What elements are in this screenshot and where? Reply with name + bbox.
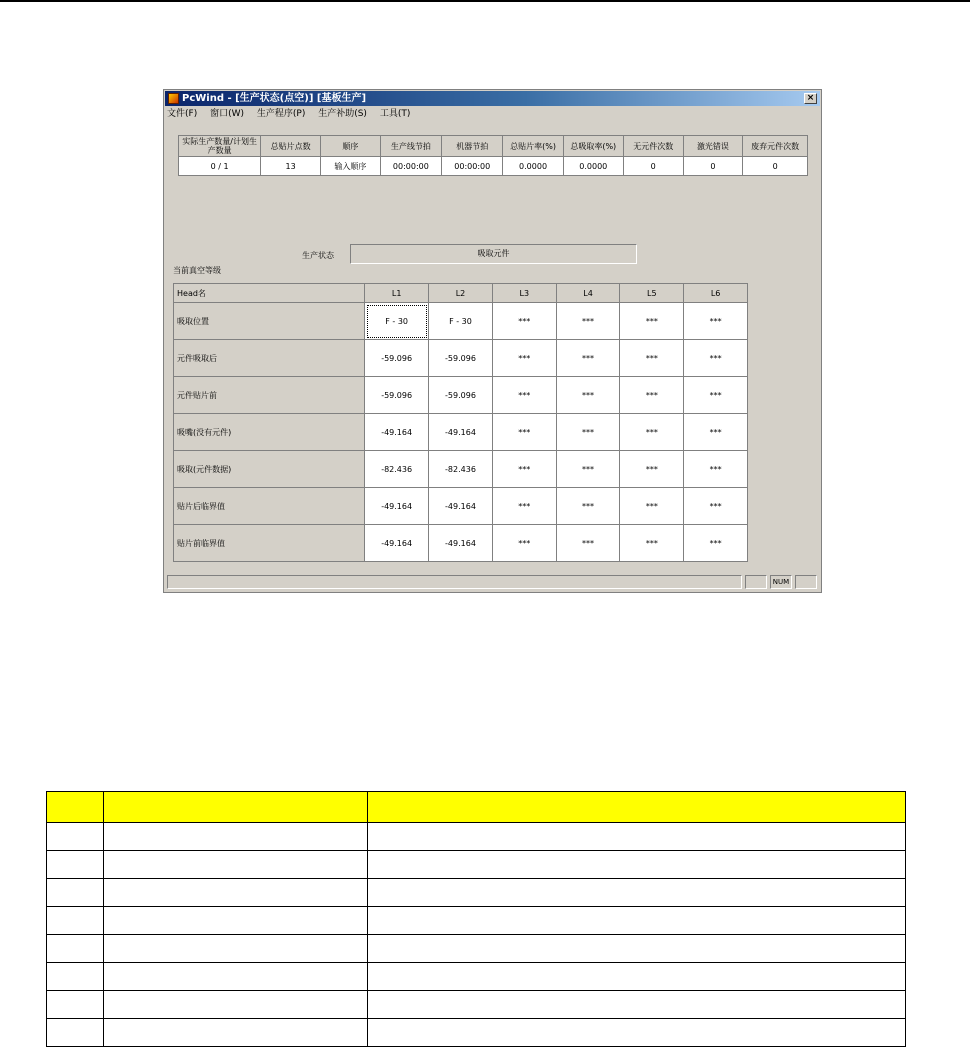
cell: [368, 935, 906, 963]
stats-value: 0.0000: [563, 157, 623, 176]
cell: [103, 879, 367, 907]
grid-row: [174, 488, 748, 525]
grid-column-header[interactable]: L1: [365, 284, 429, 303]
grid-row: [174, 414, 748, 451]
status-pane: [795, 575, 817, 589]
grid-cell[interactable]: ***: [556, 488, 620, 525]
grid-cell[interactable]: -49.164: [429, 525, 493, 562]
grid-row: [174, 377, 748, 414]
description-row: [47, 963, 906, 991]
grid-cell[interactable]: -49.164: [365, 525, 429, 562]
app-icon: [168, 93, 179, 104]
cell: [368, 823, 906, 851]
cell: [47, 963, 104, 991]
grid-cell[interactable]: ***: [556, 451, 620, 488]
cell: [47, 1019, 104, 1047]
cell: [47, 991, 104, 1019]
cell: [368, 851, 906, 879]
description-row: [47, 907, 906, 935]
grid-cell[interactable]: ***: [620, 451, 684, 488]
grid-column-header[interactable]: L4: [556, 284, 620, 303]
production-state-label: 生产状态: [302, 251, 334, 260]
grid-cell[interactable]: ***: [684, 488, 748, 525]
stats-value: 00:00:00: [442, 157, 503, 176]
grid-row: [174, 525, 748, 562]
cell: [47, 851, 104, 879]
grid-cell[interactable]: ***: [620, 488, 684, 525]
grid-cell[interactable]: ***: [556, 414, 620, 451]
stats-header: 生产线节拍: [380, 136, 441, 157]
stats-value: 00:00:00: [380, 157, 441, 176]
grid-cell[interactable]: ***: [684, 414, 748, 451]
grid-cell[interactable]: -49.164: [429, 414, 493, 451]
status-pane-num: NUM: [770, 575, 792, 589]
grid-row-label: 元件贴片前: [174, 377, 365, 414]
cell: [47, 823, 104, 851]
grid-row-label: 贴片前临界值: [174, 525, 365, 562]
menu-production-program[interactable]: 生产程序(P): [256, 109, 306, 119]
grid-cell[interactable]: -49.164: [365, 414, 429, 451]
production-state-field: 吸取元件: [350, 244, 637, 264]
grid-cell[interactable]: ***: [492, 488, 556, 525]
description-table: [46, 791, 906, 1047]
menu-tools[interactable]: 工具(T): [379, 109, 411, 119]
menu-window[interactable]: 窗口(W): [210, 109, 244, 119]
vacuum-level-grid: [173, 283, 748, 562]
cell: [103, 851, 367, 879]
grid-cell[interactable]: ***: [684, 340, 748, 377]
grid-cell[interactable]: ***: [492, 340, 556, 377]
stats-value: 0.0000: [503, 157, 563, 176]
grid-cell[interactable]: F - 30: [429, 303, 493, 340]
grid-row-label: 吸取位置: [174, 303, 365, 340]
menu-production-assist[interactable]: 生产补助(S): [318, 109, 367, 119]
vacuum-level-title: 当前真空等级: [173, 266, 221, 275]
menu-bar: [167, 107, 420, 121]
stats-value: 0: [623, 157, 683, 176]
grid-row: [174, 451, 748, 488]
window-title: PcWind - [生产状态(点空)] [基板生产]: [182, 93, 367, 104]
production-stats-table: [178, 135, 808, 176]
grid-cell[interactable]: -59.096: [429, 377, 493, 414]
stats-value: 0 / 1: [179, 157, 261, 176]
cell: [103, 823, 367, 851]
header-cell-description: [368, 792, 906, 823]
description-header-row: [47, 792, 906, 823]
close-button[interactable]: ×: [804, 93, 817, 104]
grid-row-label: 吸取(元件数据): [174, 451, 365, 488]
grid-cell[interactable]: ***: [620, 303, 684, 340]
grid-cell[interactable]: -49.164: [429, 488, 493, 525]
grid-cell[interactable]: ***: [556, 340, 620, 377]
stats-header: 顺序: [320, 136, 380, 157]
stats-value: 输入顺序: [320, 157, 380, 176]
grid-cell[interactable]: ***: [620, 414, 684, 451]
grid-cell[interactable]: ***: [492, 377, 556, 414]
cell: [47, 907, 104, 935]
cell: [47, 879, 104, 907]
grid-cell[interactable]: ***: [620, 377, 684, 414]
stats-header: 激光错误: [683, 136, 743, 157]
status-bar: [167, 575, 817, 589]
stats-header: 废弃元件次数: [743, 136, 808, 157]
stats-header: 总吸取率(%): [563, 136, 623, 157]
stats-header: 实际生产数量/计划生产数量: [179, 136, 261, 157]
stats-header: 总贴片率(%): [503, 136, 563, 157]
stats-value: 0: [683, 157, 743, 176]
stats-value: 0: [743, 157, 808, 176]
cell: [103, 907, 367, 935]
grid-cell[interactable]: -59.096: [365, 377, 429, 414]
cell: [103, 963, 367, 991]
grid-cell[interactable]: ***: [684, 451, 748, 488]
stats-header: 总贴片点数: [261, 136, 321, 157]
grid-cell[interactable]: ***: [684, 377, 748, 414]
description-row: [47, 851, 906, 879]
cell: [368, 991, 906, 1019]
title-bar[interactable]: [165, 91, 820, 106]
cell: [103, 1019, 367, 1047]
page-top-rule: [0, 0, 970, 2]
grid-cell[interactable]: ***: [556, 303, 620, 340]
grid-cell[interactable]: ***: [556, 377, 620, 414]
grid-row-label: 贴片后临界值: [174, 488, 365, 525]
grid-column-header[interactable]: L6: [684, 284, 748, 303]
stats-header: 机器节拍: [442, 136, 503, 157]
cell: [103, 991, 367, 1019]
menu-file[interactable]: 文件(F): [167, 109, 198, 119]
header-cell-item: [103, 792, 367, 823]
stats-header: 无元件次数: [623, 136, 683, 157]
grid-cell[interactable]: -59.096: [429, 340, 493, 377]
cell: [368, 879, 906, 907]
grid-row: [174, 340, 748, 377]
header-cell-no: [47, 792, 104, 823]
grid-cell[interactable]: -59.096: [365, 340, 429, 377]
grid-row-label: 元件吸取后: [174, 340, 365, 377]
cell: [368, 907, 906, 935]
description-row: [47, 935, 906, 963]
cell: [368, 963, 906, 991]
grid-cell[interactable]: ***: [492, 451, 556, 488]
grid-corner-header: Head名: [174, 284, 365, 303]
grid-cell[interactable]: ***: [556, 525, 620, 562]
grid-cell[interactable]: ***: [620, 340, 684, 377]
grid-cell[interactable]: ***: [492, 303, 556, 340]
grid-cell[interactable]: -82.436: [429, 451, 493, 488]
description-row: [47, 823, 906, 851]
grid-column-header[interactable]: L2: [429, 284, 493, 303]
cell: [368, 1019, 906, 1047]
grid-column-header[interactable]: L3: [492, 284, 556, 303]
description-row: [47, 1019, 906, 1047]
grid-row-label: 吸嘴(没有元件): [174, 414, 365, 451]
grid-cell[interactable]: -82.436: [365, 451, 429, 488]
status-pane: [745, 575, 767, 589]
stats-value: 13: [261, 157, 321, 176]
grid-cell[interactable]: -49.164: [365, 488, 429, 525]
grid-row: [174, 303, 748, 340]
grid-column-header[interactable]: L5: [620, 284, 684, 303]
grid-cell[interactable]: ***: [492, 414, 556, 451]
status-pane-main: [167, 575, 742, 589]
description-row: [47, 879, 906, 907]
cell: [103, 935, 367, 963]
description-row: [47, 991, 906, 1019]
grid-cell[interactable]: ***: [620, 525, 684, 562]
grid-cell[interactable]: ***: [684, 303, 748, 340]
grid-cell[interactable]: ***: [684, 525, 748, 562]
cell: [47, 935, 104, 963]
grid-cell-selected[interactable]: F - 30: [365, 303, 429, 340]
pcwind-window: [163, 89, 822, 593]
grid-cell[interactable]: ***: [492, 525, 556, 562]
